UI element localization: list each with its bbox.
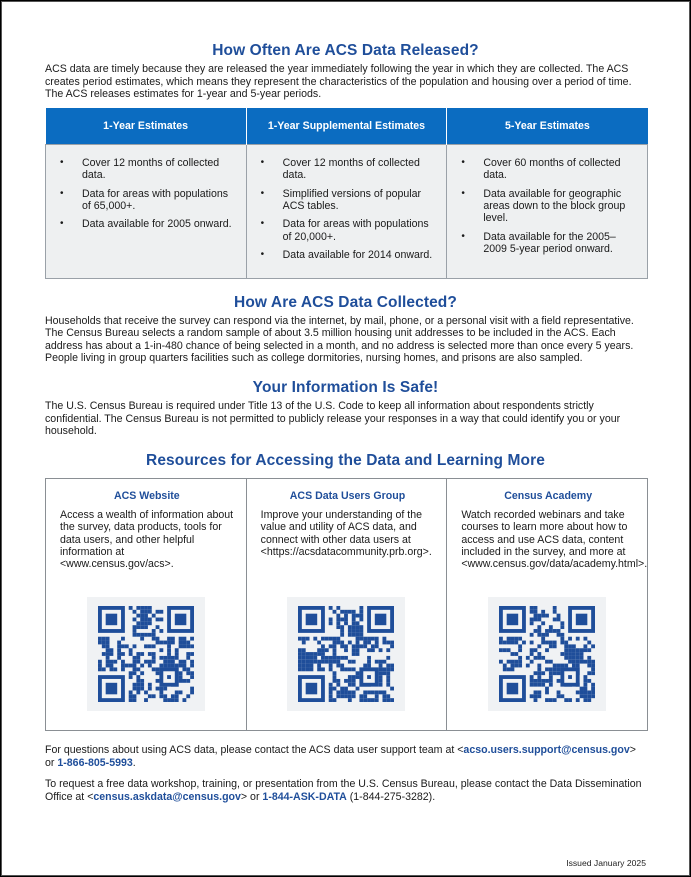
resource-census-academy [447, 478, 648, 730]
resource-desc[interactable]: Improve your understanding of the value and utility of ACS data, and connect with other data users at <https://acsdatacommunity.prb.org>. [260, 508, 432, 558]
estimates-cell-supplemental [246, 144, 447, 278]
collected-body: Households that receive the survey can respond via the internet, by mail, phone, or a personal visit with a field representative. The Census Bureau selects a random sample of about 3.5 million housing unit addresses to be included in the ACS. Each address has about a 1-in-480 chance of being selected in a month, and no address is selected more than once every 5 years. People living in group quarters facilities such as college dormitories, nursing homes, and prisons are also sampled. [45, 314, 634, 365]
contact-text: For questions about using ACS data, please contact the ACS data user support team at < [45, 743, 464, 756]
estimates-header-5year: 5-Year Estimates [447, 108, 648, 145]
resource-title: ACS Website [113, 489, 180, 502]
contact-support [45, 744, 646, 770]
contact-text: To request a free data workshop, training, or presentation from the U.S. Census Bureau, please contact the Data Dissemination Office at < [45, 777, 642, 803]
safe-body: The U.S. Census Bureau is required under Title 13 of the U.S. Code to keep all information about respondents strictly confidential. The Census Bureau is not permitted to publicly release your responses in a way that could identify you or your household. [45, 400, 621, 438]
qr-code-icon [287, 597, 405, 711]
qr-code-graphic [98, 606, 194, 702]
safe-heading: Your Information Is Safe! [252, 379, 439, 396]
qr-code-icon [87, 597, 205, 711]
issued-date: Issued January 2025 [566, 858, 646, 868]
estimates-table [45, 108, 648, 279]
askdata-phone-link[interactable]: 1-844-ASK-DATA [262, 790, 347, 803]
bullet-item: • Data available for 2014 onward. [261, 249, 437, 261]
bullet-item: • Data available for 2005 onward. [60, 218, 236, 230]
askdata-email-link[interactable]: census.askdata@census.gov [93, 790, 241, 803]
release-section [45, 1, 646, 279]
bullet-item: • Data for areas with populations of 65,000+. [60, 188, 236, 213]
contact-workshop [45, 778, 646, 804]
contact-text: . [132, 756, 136, 769]
bullet-item: • Data available for the 2005–2009 5-year period onward. [461, 231, 637, 256]
safe-section [45, 379, 646, 438]
estimates-header-1year: 1-Year Estimates [46, 108, 247, 145]
resources-heading: Resources for Accessing the Data and Learning More [146, 451, 545, 469]
bullet-item: • Simplified versions of popular ACS tables. [261, 188, 437, 213]
contact-text: > or [240, 790, 263, 803]
estimates-cell-1year [46, 144, 247, 278]
contact-text: (1-844-275-3282). [346, 790, 436, 803]
support-phone-link[interactable]: 1-866-805-5993 [57, 756, 133, 769]
resource-title: ACS Data Users Group [289, 489, 406, 502]
resources-section [45, 452, 646, 731]
qr-code-icon [488, 597, 606, 711]
resource-title: Census Academy [504, 489, 593, 502]
collected-heading: How Are ACS Data Collected? [234, 293, 457, 311]
contact-section [45, 744, 646, 804]
collected-section [45, 294, 646, 365]
release-heading: How Often Are ACS Data Released? [212, 42, 479, 59]
contact-text: > or [45, 743, 636, 769]
resource-desc[interactable]: Watch recorded webinars and take courses to learn more about how to access and use ACS data, content included in the survey, and more at <www.census.gov/data/academy.html>. [461, 508, 648, 571]
bullet-item: • Cover 60 months of collected data. [461, 157, 637, 182]
estimates-header-supplemental: 1-Year Supplemental Estimates [246, 108, 447, 145]
estimates-cell-5year [447, 144, 648, 278]
resource-desc[interactable]: Access a wealth of information about the survey, data products, tools for data users, and other helpful information at <www.census.gov/acs>. [60, 508, 234, 571]
bullet-item: • Cover 12 months of collected data. [60, 157, 236, 182]
resources-table [45, 478, 648, 731]
qr-code-graphic [499, 606, 595, 702]
bullet-item: • Data available for geographic areas down to the block group level. [461, 188, 637, 225]
resource-data-users-group [246, 478, 447, 730]
resource-acs-website [46, 478, 247, 730]
bullet-item: • Cover 12 months of collected data. [261, 157, 437, 182]
bullet-item: • Data for areas with populations of 20,000+. [261, 218, 437, 243]
support-email-link[interactable]: acso.users.support@census.gov [463, 743, 630, 756]
release-body: ACS data are timely because they are released the year immediately following the year in which they are collected. The ACS creates period estimates, which means they represent the characteristics of the population and housing over a period of time. The ACS releases estimates for 1-year and 5-year periods. [45, 63, 632, 101]
qr-code-graphic [298, 606, 394, 702]
